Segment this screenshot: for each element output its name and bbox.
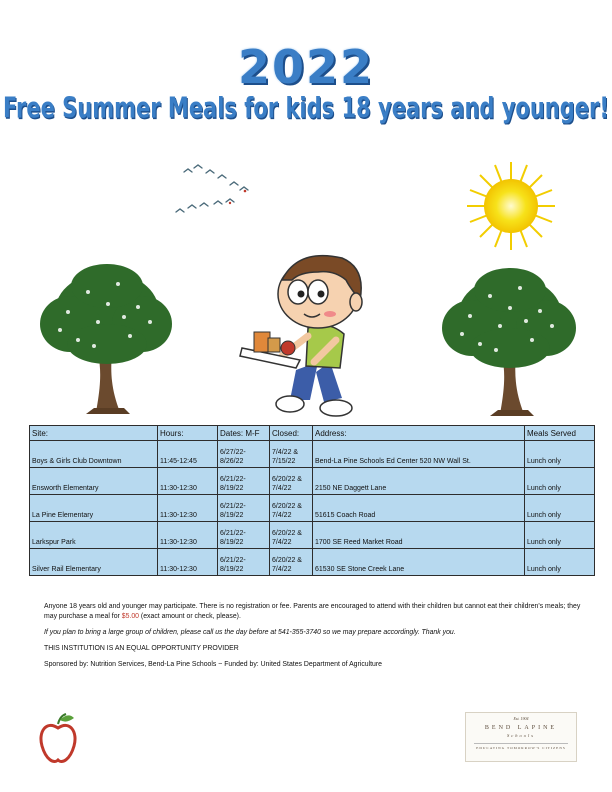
site-cell: Silver Rail Elementary [30,549,158,576]
closed-cell [270,522,313,549]
column-header-dates: Dates: M-F [218,426,270,441]
boy-with-lunch-tray-icon [238,250,388,422]
column-header-site: Site: [30,426,158,441]
meals-cell: Lunch only [525,495,595,522]
closed-cell [270,495,313,522]
dates-end: 8/19/22 [220,566,244,573]
table-row [30,468,595,495]
meals-cell: Lunch only [525,549,595,576]
participation-text-a: Anyone 18 years old and younger may participate. There is no registration or fee. Parents are encouraged to attend with their children but cannot eat their children's meals; they may purchase a meal for [44,603,581,620]
apple-icon [38,710,78,766]
dates-cell [218,522,270,549]
closed-line-1: 6/20/22 & [272,557,302,564]
meal-sites-table [29,425,595,576]
closed-cell [270,549,313,576]
column-header-closed: Closed: [270,426,313,441]
site-cell: La Pine Elementary [30,495,158,522]
table-row [30,495,595,522]
year-title: 2022 [237,40,375,94]
closed-line-2: 7/4/22 [272,485,292,492]
closed-line-2: 7/4/22 [272,566,292,573]
logo-name: BEND LAPINE [484,725,558,731]
dates-cell [218,441,270,468]
school-district-logo [465,712,577,762]
sun-icon [465,160,557,252]
dates-cell [218,495,270,522]
closed-line-1: 6/20/22 & [272,530,302,537]
sponsor-line: Sponsored by: Nutrition Services, Bend-La Pine Schools ~ Funded by: United States Department of Agriculture [44,661,383,668]
dates-cell [218,468,270,495]
column-header-meals-served: Meals Served [525,426,595,441]
closed-line-1: 6/20/22 & [272,503,302,510]
dates-end: 8/19/22 [220,539,244,546]
closed-line-2: 7/4/22 [272,512,292,519]
address-cell: 51615 Coach Road [313,495,525,522]
notes-section [44,602,584,676]
tree-icon [38,262,176,418]
dates-start: 6/21/22- [220,557,246,564]
table-row [30,441,595,468]
hours-cell: 11:30-12:30 [158,468,218,495]
logo-established: Est. 1904 [513,716,529,721]
headline: Free Summer Meals for kids 18 years and younger! [3,91,609,125]
closed-cell [270,468,313,495]
dates-start: 6/27/22- [220,449,246,456]
table-row [30,522,595,549]
meals-cell: Lunch only [525,468,595,495]
closed-line-1: 6/20/22 & [272,476,302,483]
hours-cell: 11:45-12:45 [158,441,218,468]
dates-cell [218,549,270,576]
participation-text-b: (exact amount or check, please). [139,613,241,620]
address-cell: 2150 NE Daggett Lane [313,468,525,495]
dates-end: 8/26/22 [220,458,244,465]
meals-cell: Lunch only [525,522,595,549]
logo-subtitle: Schools [507,733,535,738]
table-header-row [30,426,595,441]
address-cell: 61530 SE Stone Creek Lane [313,549,525,576]
logo-tagline: EDUCATING TOMORROW'S CITIZENS [474,743,568,750]
meals-cell: Lunch only [525,441,595,468]
closed-line-2: 7/4/22 [272,539,292,546]
group-call-note: If you plan to bring a large group of children, please call us the day before at 541-355-3740 so we may prepare accordingly. Thank you. [44,629,456,636]
tree-icon [440,266,580,420]
hours-cell: 11:30-12:30 [158,549,218,576]
closed-line-1: 7/4/22 & [272,449,299,456]
table-row [30,549,595,576]
site-cell: Ensworth Elementary [30,468,158,495]
site-cell: Boys & Girls Club Downtown [30,441,158,468]
equal-opportunity-statement: THIS INSTITUTION IS AN EQUAL OPPORTUNITY PROVIDER [44,645,239,652]
address-cell: 1700 SE Reed Market Road [313,522,525,549]
site-cell: Larkspur Park [30,522,158,549]
dates-end: 8/19/22 [220,485,244,492]
hours-cell: 11:30-12:30 [158,522,218,549]
dates-start: 6/21/22- [220,503,246,510]
dates-start: 6/21/22- [220,530,246,537]
dates-end: 8/19/22 [220,512,244,519]
address-cell: Bend-La Pine Schools Ed Center 520 NW Wall St. [313,441,525,468]
closed-cell [270,441,313,468]
participation-note [44,602,584,622]
column-header-hours: Hours: [158,426,218,441]
adult-meal-price: $5.00 [121,613,139,620]
hours-cell: 11:30-12:30 [158,495,218,522]
column-header-address: Address: [313,426,525,441]
bird-flock-icon [170,160,260,222]
closed-line-2: 7/15/22 [272,458,296,465]
dates-start: 6/21/22- [220,476,246,483]
